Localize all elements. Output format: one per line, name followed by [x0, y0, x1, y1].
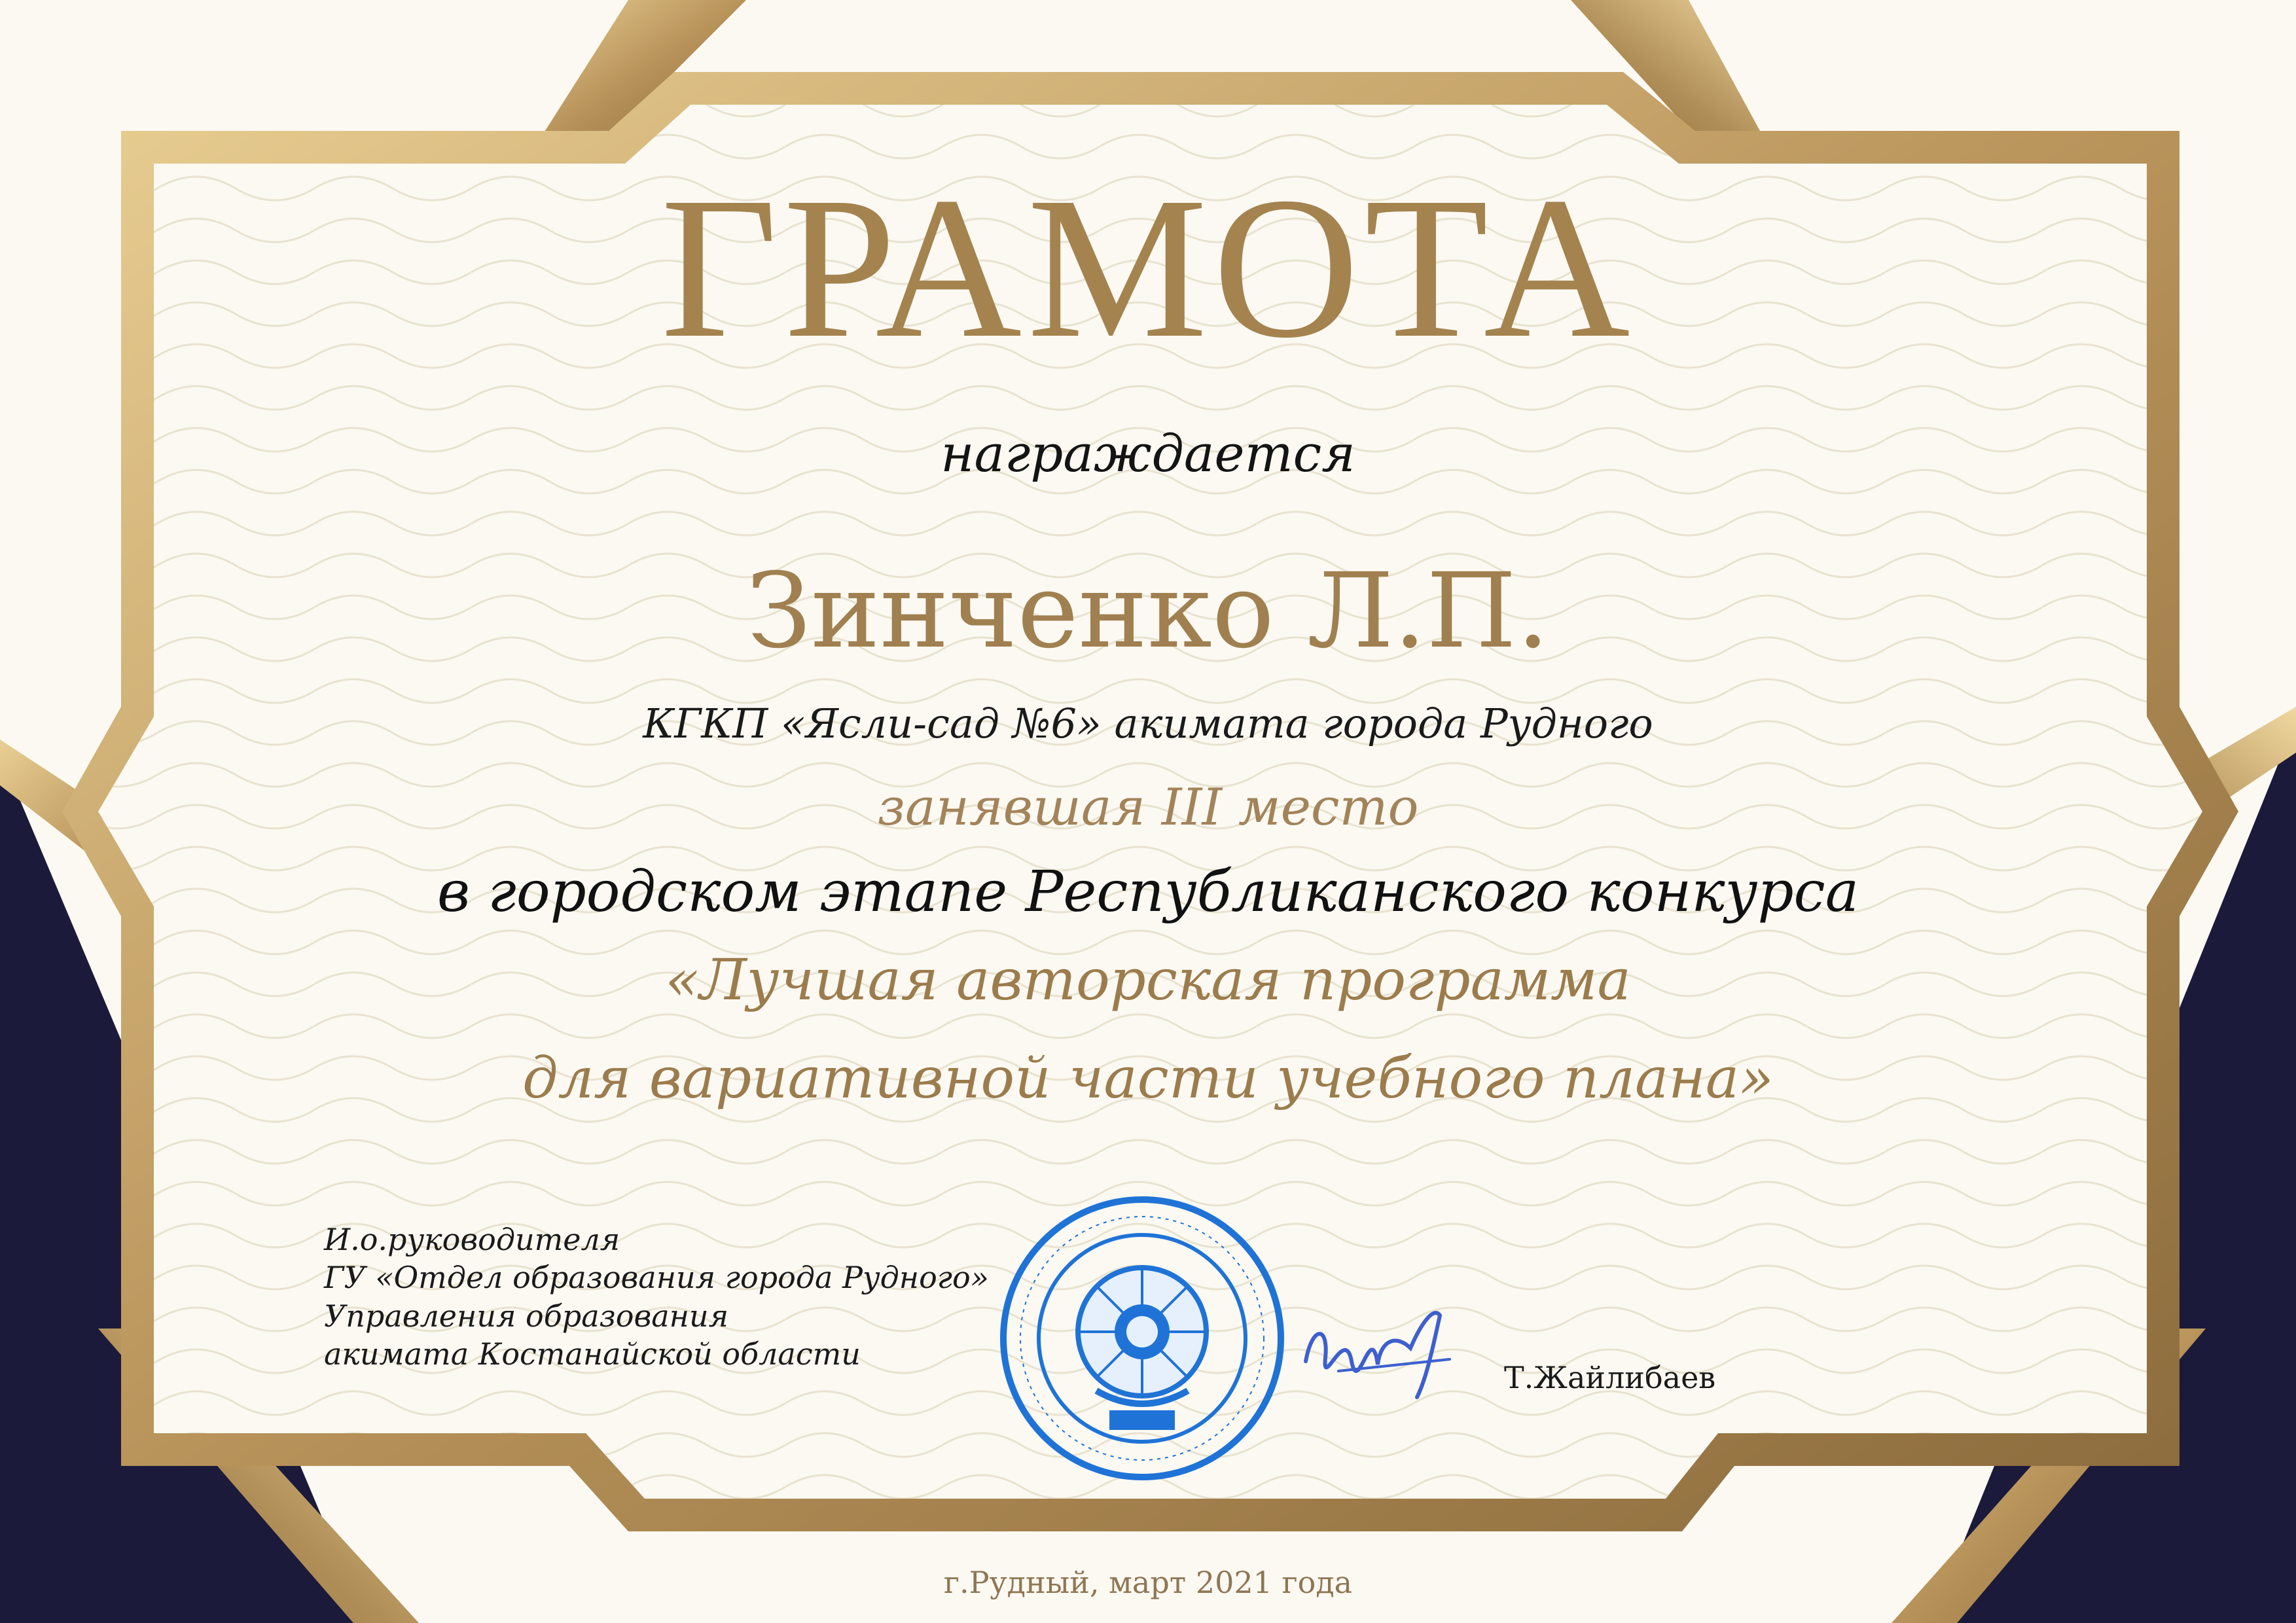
handwritten-signature [1299, 1299, 1456, 1404]
place-awarded: занявшая III место [877, 778, 1419, 837]
awarded-label: награждается [941, 425, 1355, 484]
certificate-title: ГРАМОТА [660, 156, 1636, 380]
signatory-position-line: И.о.руководителя [324, 1222, 620, 1257]
signatory-position-line: ГУ «Отдел образования города Рудного» [324, 1260, 989, 1296]
signer-name: Т.Жайлибаев [1504, 1360, 1716, 1395]
contest-description: в городском этапе Республиканского конкурса [437, 859, 1859, 925]
contest-name-line1: «Лучшая авторская программа [665, 948, 1631, 1013]
signatory-position [324, 1221, 989, 1374]
signatory-position-line: акимата Костанайской области [324, 1336, 861, 1372]
official-seal-icon [998, 1194, 1286, 1482]
recipient-organization: КГКП «Ясли-сад №6» акимата города Рудного [643, 700, 1653, 747]
recipient-name: Зинченко Л.П. [746, 551, 1550, 671]
contest-name-line2: для вариативной части учебного плана» [522, 1046, 1774, 1111]
signatory-position-line: Управления образования [324, 1298, 729, 1334]
place-and-date: г.Рудный, март 2021 года [943, 1565, 1353, 1600]
